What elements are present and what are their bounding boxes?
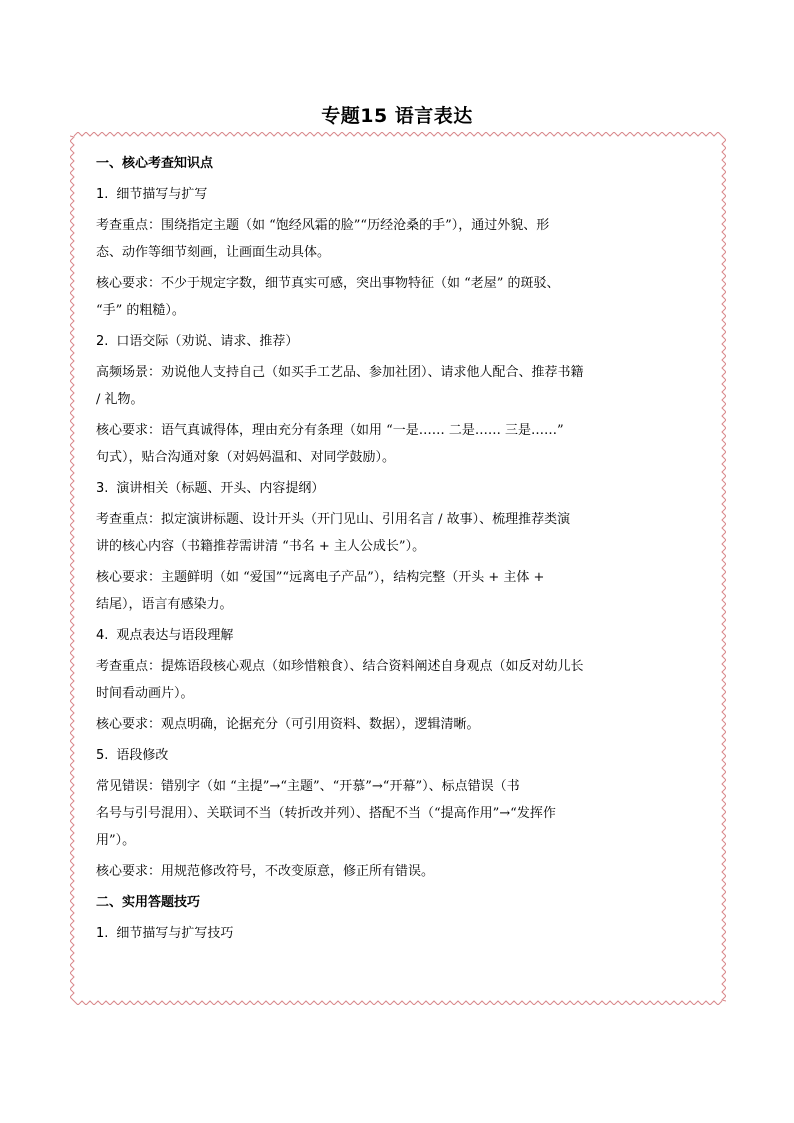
- item-number: 1.: [96, 926, 109, 941]
- line-text: 观点表达与语段理解: [116, 628, 234, 643]
- text-line: [96, 444, 706, 471]
- line-text: “手” 的粗糙）。: [96, 303, 185, 318]
- text-line: [96, 680, 706, 707]
- line-text: 口语交际（劝说、请求、推荐）: [116, 334, 299, 349]
- line-text: 二、实用答题技巧: [96, 895, 201, 910]
- line-text: 常见错误：错别字（如 “主提”→“主题”、“开慕”→“开幕”）、标点错误（书: [96, 779, 520, 794]
- text-line: [96, 742, 706, 769]
- subsection-heading: [96, 181, 706, 208]
- text-line: [96, 212, 706, 239]
- line-text: 考查重点：围绕指定主题（如 “饱经风霜的脸”“历经沧桑的手”），通过外貌、形: [96, 218, 550, 233]
- body-paragraph: [96, 270, 706, 324]
- body-paragraph: [96, 653, 706, 707]
- line-text: 时间看动画片）。: [96, 686, 194, 701]
- line-text: 一、核心考查知识点: [96, 156, 214, 171]
- line-text: 语段修改: [116, 748, 169, 763]
- body-paragraph: [96, 711, 706, 738]
- body-paragraph: [96, 506, 706, 560]
- text-line: [96, 328, 706, 355]
- text-line: [96, 889, 706, 916]
- subsection-heading: [96, 622, 706, 649]
- line-text: / 礼物。: [96, 392, 144, 407]
- body-paragraph: [96, 564, 706, 618]
- page-title: 专题15 语言表达: [321, 105, 473, 127]
- line-text: 演讲相关（标题、开头、内容提纲）: [116, 481, 325, 496]
- line-text: 核心要求：主题鲜明（如 “爱国”“远离电子产品”），结构完整（开头 + 主体 +: [96, 570, 545, 585]
- text-line: [96, 297, 706, 324]
- text-line: [96, 711, 706, 738]
- line-text: 核心要求：不少于规定字数，细节真实可感，突出事物特征（如 “老屋” 的斑驳、: [96, 276, 560, 291]
- line-text: 核心要求：语气真诚得体，理由充分有条理（如用 “一是…… 二是…… 三是……”: [96, 423, 564, 438]
- item-number: 1.: [96, 187, 109, 202]
- text-line: [96, 270, 706, 297]
- text-line: [96, 386, 706, 413]
- section-heading: [96, 150, 706, 177]
- body-paragraph: [96, 212, 706, 266]
- item-number: 3.: [96, 481, 109, 496]
- body-paragraph: [96, 417, 706, 471]
- line-text: 核心要求：用规范修改符号，不改变原意，修正所有错误。: [96, 864, 435, 879]
- document-body: [96, 150, 706, 947]
- subsection-heading: [96, 475, 706, 502]
- item-number: 2.: [96, 334, 109, 349]
- text-line: [96, 506, 706, 533]
- line-text: 细节描写与扩写技巧: [116, 926, 234, 941]
- text-line: [96, 827, 706, 854]
- text-line: [96, 653, 706, 680]
- line-text: 句式），贴合沟通对象（对妈妈温和、对同学鼓励）。: [96, 450, 396, 465]
- subsection-heading: [96, 920, 706, 947]
- section-heading: [96, 889, 706, 916]
- line-text: 结尾），语言有感染力。: [96, 597, 233, 612]
- subsection-heading: [96, 328, 706, 355]
- line-text: 名号与引号混用）、关联词不当（转折改并列）、搭配不当（“提高作用”→“发挥作: [96, 806, 556, 821]
- line-text: 细节描写与扩写: [116, 187, 208, 202]
- text-line: [96, 150, 706, 177]
- text-line: [96, 773, 706, 800]
- line-text: 用”）。: [96, 833, 136, 848]
- text-line: [96, 533, 706, 560]
- text-line: [96, 591, 706, 618]
- text-line: [96, 239, 706, 266]
- line-text: 核心要求：观点明确，论据充分（可引用资料、数据），逻辑清晰。: [96, 717, 480, 732]
- text-line: [96, 622, 706, 649]
- body-paragraph: [96, 773, 706, 854]
- line-text: 高频场景：劝说他人支持自己（如买手工艺品、参加社团）、请求他人配合、推荐书籍: [96, 365, 584, 380]
- text-line: [96, 359, 706, 386]
- text-line: [96, 858, 706, 885]
- line-text: 态、动作等细节刻画，让画面生动具体。: [96, 245, 331, 260]
- line-text: 讲的核心内容（书籍推荐需讲清 “书名 + 主人公成长”）。: [96, 539, 426, 554]
- text-line: [96, 475, 706, 502]
- line-text: 考查重点：提炼语段核心观点（如珍惜粮食）、结合资料阐述自身观点（如反对幼儿长: [96, 659, 584, 674]
- body-paragraph: [96, 858, 706, 885]
- body-paragraph: [96, 359, 706, 413]
- item-number: 4.: [96, 628, 109, 643]
- text-line: [96, 417, 706, 444]
- text-line: [96, 181, 706, 208]
- line-text: 考查重点：拟定演讲标题、设计开头（开门见山、引用名言 / 故事）、梳理推荐类演: [96, 512, 571, 527]
- text-line: [96, 800, 706, 827]
- item-number: 5.: [96, 748, 109, 763]
- text-line: [96, 920, 706, 947]
- subsection-heading: [96, 742, 706, 769]
- text-line: [96, 564, 706, 591]
